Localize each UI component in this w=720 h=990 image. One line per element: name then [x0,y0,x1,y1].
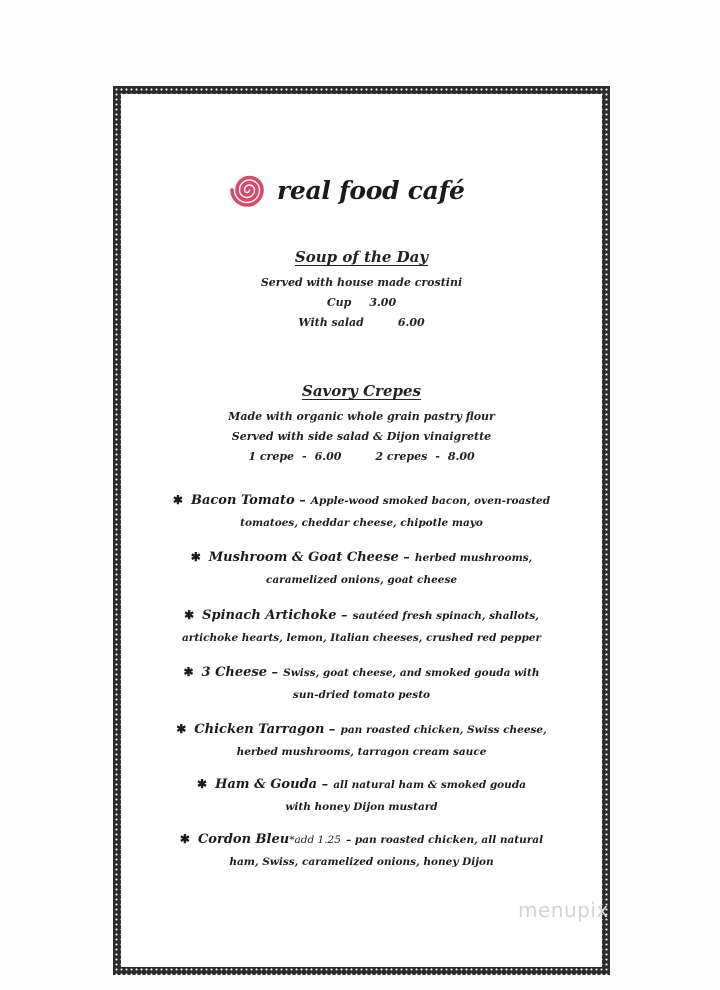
bullet-star-icon: ✱ [197,777,208,791]
soup-salad-line [121,316,602,329]
soup-note: Served with house made crostini [260,276,463,289]
price-dash: - [435,450,440,463]
crepe-item-desc-cont: caramelized onions, goat cheese [265,574,458,586]
crepe-item-desc-cont: sun-dried tomato pesto [292,689,431,701]
soup-heading: Soup of the Day [294,248,429,266]
bullet-star-icon: ✱ [172,493,183,507]
menu-page [121,94,602,967]
crepe-item-desc-cont: ham, Swiss, caramelized onions, honey Dijon [229,856,494,868]
soup-salad-price: 6.00 [397,316,425,329]
brand-header [225,170,465,210]
crepe-item-name: Bacon Tomato – [190,493,306,508]
crepe-item-desc-cont: tomatoes, cheddar cheese, chipotle mayo [240,517,483,529]
crepe-item-desc: pan roasted chicken, Swiss cheese, [340,724,547,736]
soup-salad-label: With salad [298,316,364,329]
crepe-item-desc-cont: with honey Dijon mustard [285,801,438,813]
crepe-item-desc: Apple-wood smoked bacon, oven-roasted [310,495,551,507]
bullet-star-icon: ✱ [184,608,195,622]
crepe-item [121,827,602,873]
crepe-item [121,660,602,706]
menu-dotted-border [113,86,610,975]
crepe-item-desc: sautéed fresh spinach, shallots, [352,610,539,622]
crepe-item-surcharge: *add 1.25 [289,834,341,846]
crepes-heading: Savory Crepes [302,382,421,400]
crepe-item [121,717,602,763]
crepe-item-name: Spinach Artichoke – [202,608,348,623]
one-crepe-price: 6.00 [314,450,342,463]
restaurant-name: real food café [277,175,465,205]
crepes-note-flour: Made with organic whole grain pastry flour [228,410,495,423]
one-crepe-label: 1 crepe [248,450,295,463]
two-crepes-price: 8.00 [447,450,475,463]
crepe-item-desc: herbed mushrooms, [414,552,533,564]
crepe-item [121,603,602,649]
two-crepes-label: 2 crepes [375,450,428,463]
crepe-item [121,545,602,591]
crepe-item-desc: all natural ham & smoked gouda [333,779,526,791]
menupix-watermark: menupix [518,898,609,922]
crepe-item [121,488,602,534]
crepe-item-desc: – pan roasted chicken, all natural [345,834,544,846]
soup-cup-label: Cup [326,296,352,309]
bullet-star-icon: ✱ [183,665,194,679]
crepe-item-name: Mushroom & Goat Cheese – [208,550,410,565]
soup-cup-price: 3.00 [369,296,397,309]
bullet-star-icon: ✱ [190,550,201,564]
price-dash: - [302,450,307,463]
crepe-item-name: Cordon Bleu [197,832,290,847]
crepe-item-name: 3 Cheese – [201,665,279,680]
crepe-item-desc-cont: artichoke hearts, lemon, Italian cheeses, crushed red pepper [181,632,541,644]
bullet-star-icon: ✱ [176,722,187,736]
soup-cup-line [121,296,602,309]
bullet-star-icon: ✱ [179,832,190,846]
crepe-item [121,772,602,818]
crepes-note-salad: Served with side salad & Dijon vinaigrette [231,430,492,443]
crepe-item-desc: Swiss, goat cheese, and smoked gouda with [283,667,540,679]
crepe-item-name: Chicken Tarragon – [194,722,336,737]
crepe-item-desc-cont: herbed mushrooms, tarragon cream sauce [236,746,487,758]
spiral-logo-icon [225,170,269,210]
crepe-item-name: Ham & Gouda – [215,777,329,792]
crepes-price-line [121,450,602,463]
